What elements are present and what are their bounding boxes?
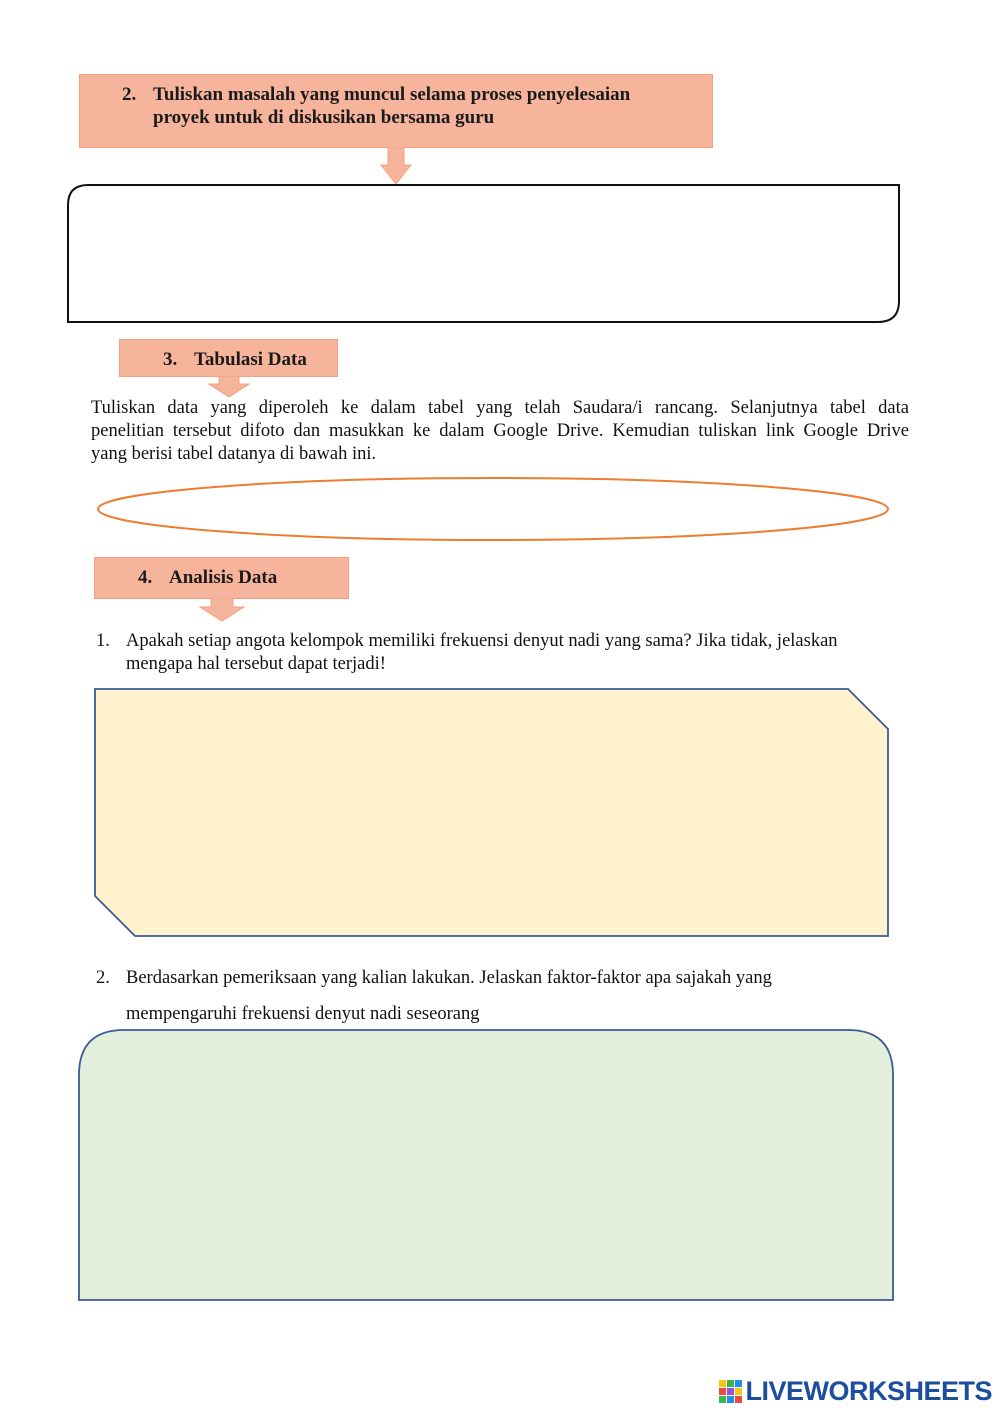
liveworksheets-logo-text: LIVEWORKSHEETS: [745, 1376, 992, 1406]
down-arrow-icon: [380, 147, 412, 185]
question-1-answer-box[interactable]: [93, 687, 891, 939]
instruction-line-3: yang berisi tabel datanya di bawah ini.: [91, 444, 377, 464]
question-1-line1: Apakah setiap angota kelompok memiliki frekuensi denyut nadi yang sama? Jika tidak, jelaskan: [126, 631, 838, 651]
section-3-title: Tabulasi Data: [194, 349, 307, 370]
instruction-line-1: Tuliskan data yang diperoleh ke dalam tabel yang telah Saudara/i rancang. Selanjutnya tabel data: [91, 398, 909, 418]
problem-answer-box[interactable]: [66, 183, 904, 325]
down-arrow-icon: [199, 598, 245, 622]
question-2-number: 2.: [96, 968, 110, 988]
section-4-number: 4.: [138, 567, 153, 588]
section-2-title-line2: proyek untuk di diskusikan bersama guru: [153, 107, 495, 128]
liveworksheets-logo-icon: [719, 1380, 743, 1404]
section-3-number: 3.: [163, 349, 178, 370]
section-2-header: [79, 74, 713, 148]
question-2-line2: mempengaruhi frekuensi denyut nadi seseorang: [126, 1004, 480, 1024]
question-2: [96, 960, 916, 1032]
question-2-answer-box[interactable]: [77, 1028, 897, 1304]
section-3-instruction: [91, 397, 909, 466]
liveworksheets-logo: [719, 1376, 992, 1407]
question-1-line2: mengapa hal tersebut dapat terjadi!: [126, 654, 386, 674]
down-arrow-icon: [208, 376, 250, 398]
question-2-line1: Berdasarkan pemeriksaan yang kalian lakukan. Jelaskan faktor-faktor apa sajakah yang: [126, 968, 772, 988]
section-2-title-line1: Tuliskan masalah yang muncul selama proses penyelesaian: [153, 84, 631, 105]
section-3-header: [119, 339, 338, 377]
section-4-header: [94, 557, 349, 599]
section-4-title: Analisis Data: [169, 567, 278, 588]
section-2-number: 2.: [122, 84, 137, 105]
question-1: [96, 630, 916, 676]
drive-link-answer-ellipse[interactable]: [95, 475, 891, 543]
instruction-line-2: penelitian tersebut difoto dan masukkan ke dalam Google Drive. Kemudian tuliskan link Google Drive: [91, 421, 909, 441]
question-1-number: 1.: [96, 631, 110, 651]
